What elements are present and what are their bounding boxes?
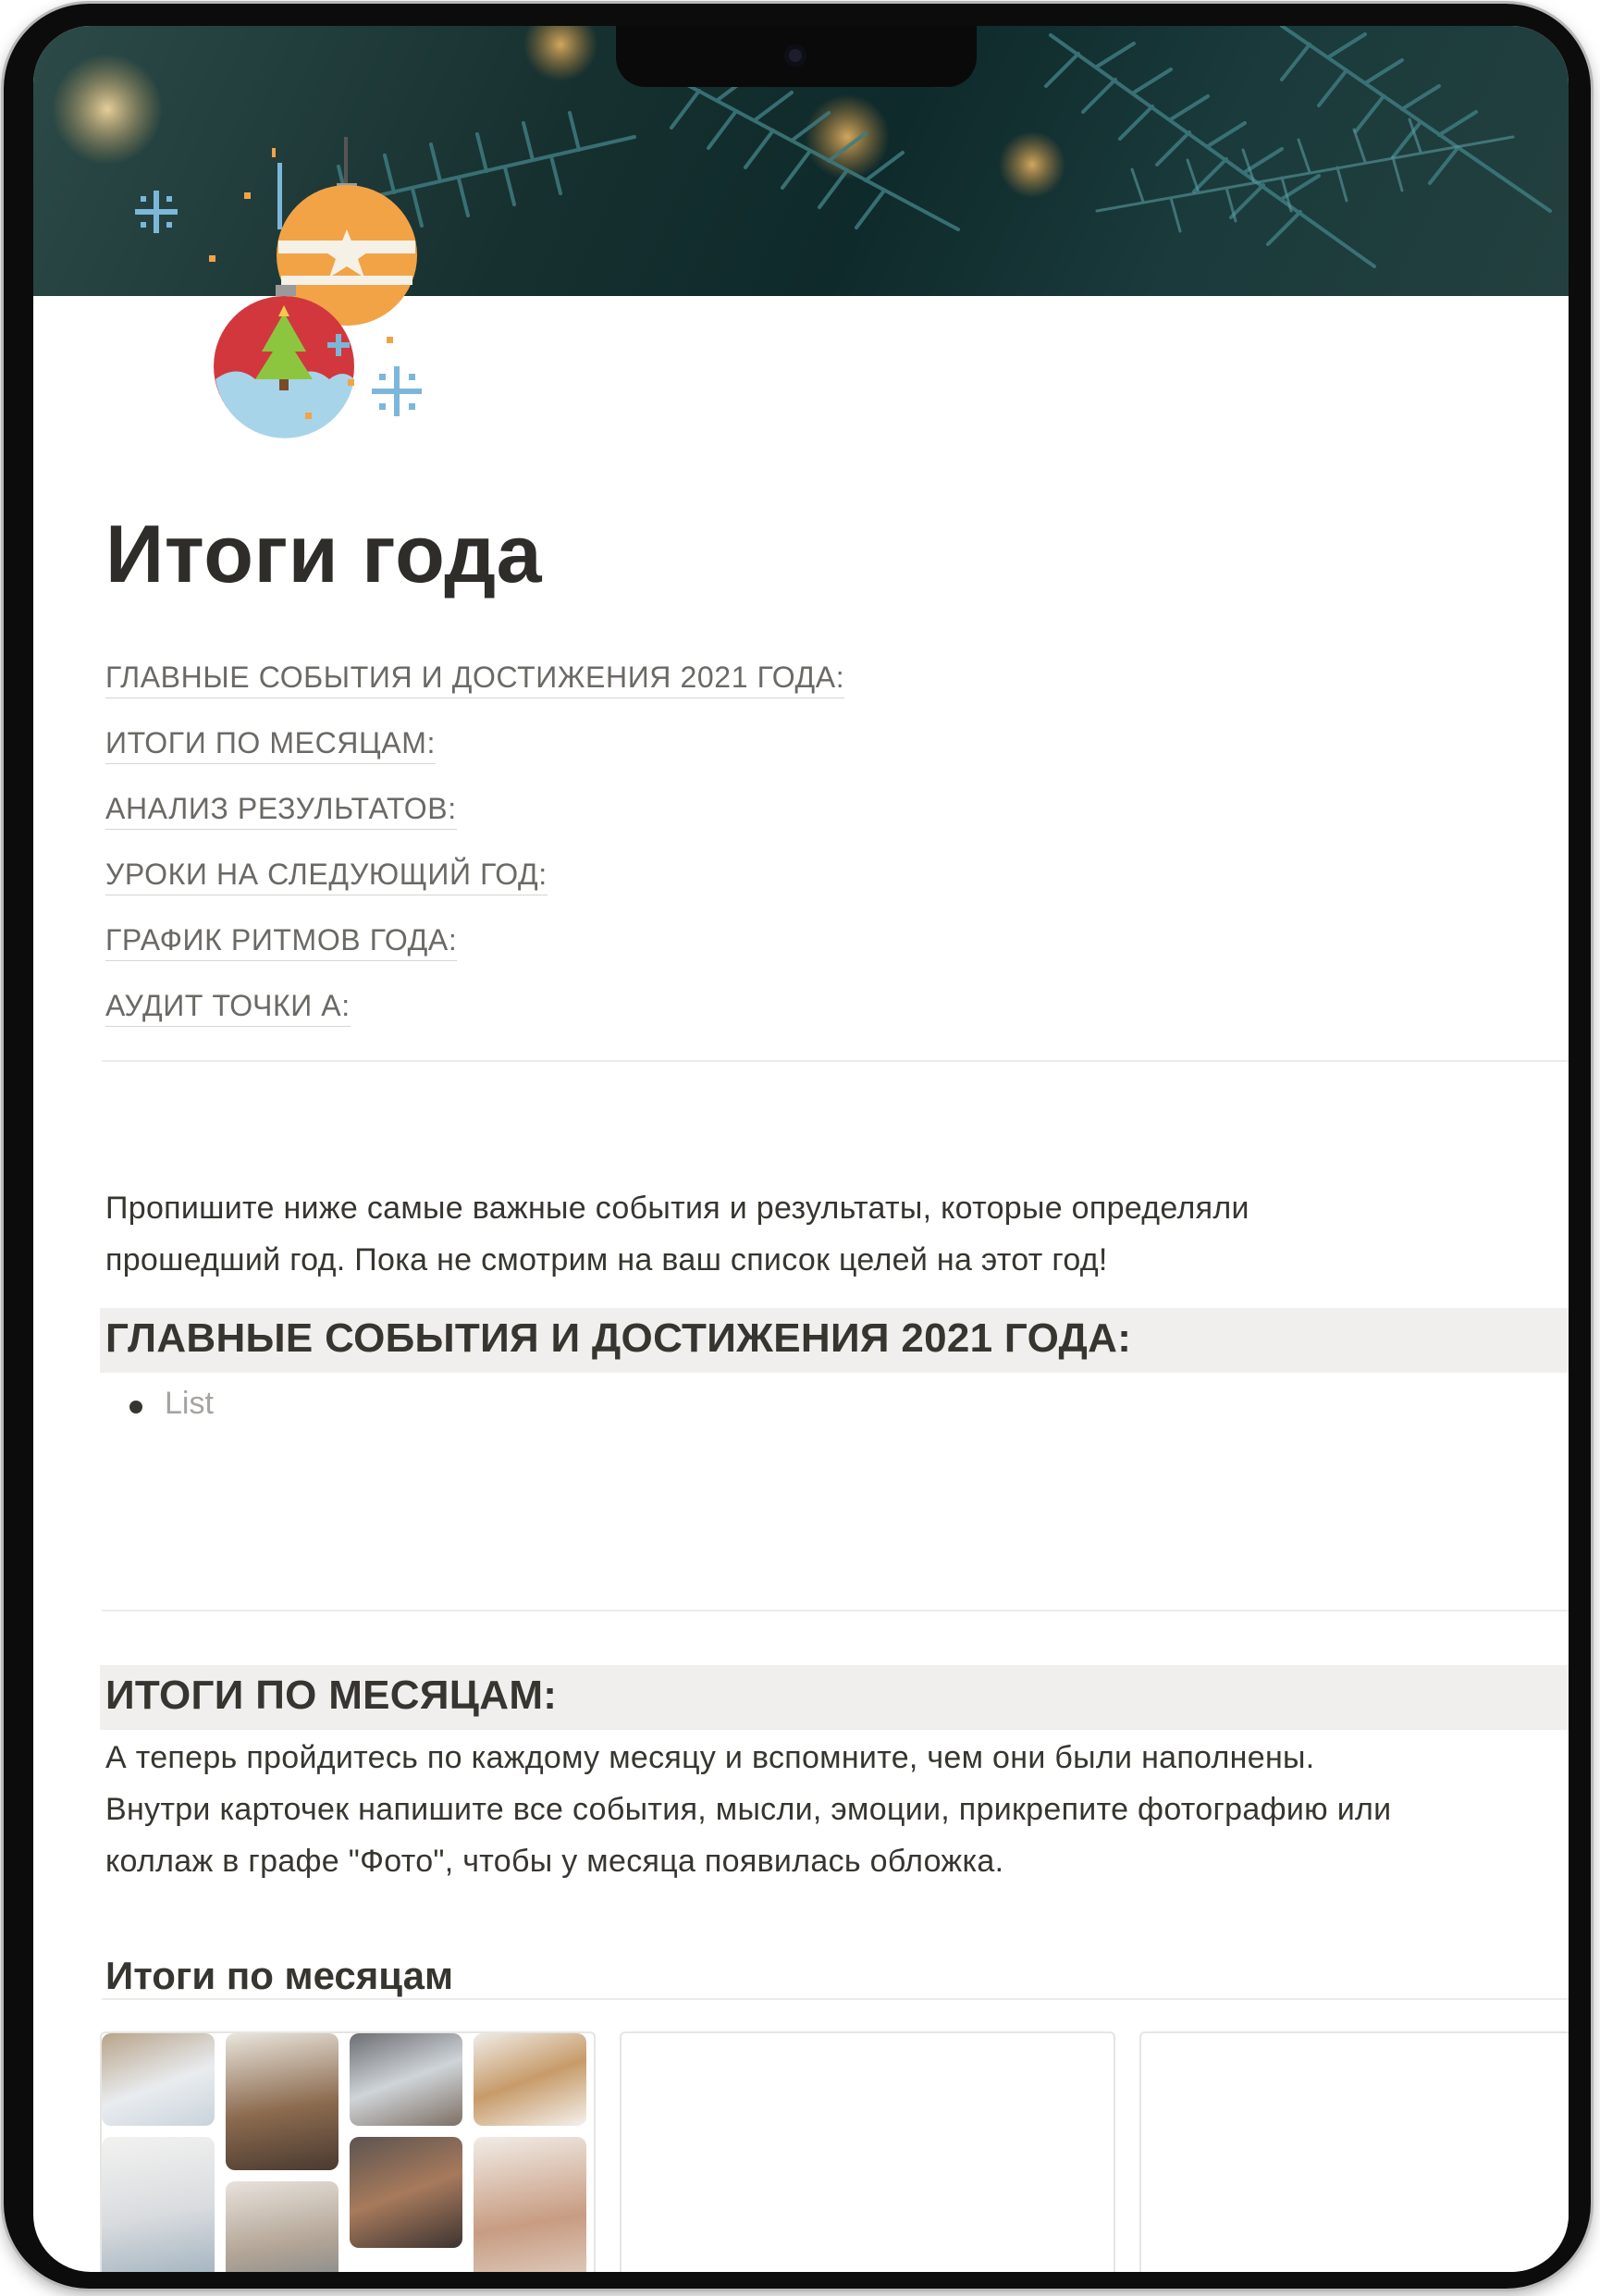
toc-item-lessons[interactable]: УРОКИ НА СЛЕДУЮЩИЙ ГОД: bbox=[105, 852, 844, 918]
photo-thumbnail bbox=[226, 2033, 338, 2170]
photo-thumbnail bbox=[474, 2137, 586, 2272]
divider bbox=[102, 1060, 1569, 1062]
photo-thumbnail bbox=[226, 2181, 338, 2272]
photo-thumbnail bbox=[474, 2033, 586, 2126]
table-of-contents bbox=[105, 655, 844, 1049]
gallery-card[interactable] bbox=[100, 2031, 596, 2272]
gallery-card[interactable] bbox=[1139, 2031, 1569, 2272]
toc-item-months[interactable]: ИТОГИ ПО МЕСЯЦАМ: bbox=[105, 721, 844, 786]
database-title[interactable]: Итоги по месяцам bbox=[105, 1954, 454, 1997]
toc-item-audit[interactable]: АУДИТ ТОЧКИ А: bbox=[105, 983, 844, 1049]
toc-item-analysis[interactable]: АНАЛИЗ РЕЗУЛЬТАТОВ: bbox=[105, 786, 844, 852]
christmas-ornaments-icon[interactable] bbox=[117, 137, 431, 442]
photo-thumbnail bbox=[102, 2137, 215, 2272]
photo-thumbnail bbox=[350, 2137, 462, 2248]
divider bbox=[102, 1610, 1569, 1611]
toc-item-rhythm-chart[interactable]: ГРАФИК РИТМОВ ГОДА: bbox=[105, 918, 844, 983]
page-title[interactable]: Итоги года bbox=[105, 508, 543, 599]
heading-months[interactable]: ИТОГИ ПО МЕСЯЦАМ: bbox=[100, 1665, 1569, 1730]
database-divider bbox=[102, 1998, 1569, 2000]
photo-thumbnail bbox=[350, 2033, 462, 2126]
device-notch bbox=[616, 26, 977, 87]
front-camera-icon bbox=[784, 44, 806, 67]
heading-events[interactable]: ГЛАВНЫЕ СОБЫТИЯ И ДОСТИЖЕНИЯ 2021 ГОДА: bbox=[100, 1308, 1569, 1373]
intro-text[interactable]: Пропишите ниже самые важные события и результаты, которые определяли прошедший год. Пока не смотрим на ваш список целей на этот год! bbox=[105, 1191, 1249, 1278]
photo-thumbnail bbox=[102, 2033, 215, 2126]
months-description[interactable]: А теперь пройдитесь по каждому месяцу и вспомните, чем они были наполнены. Внутри карточек напишите все события, мысли, эмоции, прикрепите фотографию или коллаж в графе "Фото", чтобы у месяца появилась обложка. bbox=[105, 1740, 1392, 1879]
screen bbox=[33, 26, 1569, 2272]
gallery-card[interactable] bbox=[620, 2031, 1115, 2272]
toc-item-events[interactable]: ГЛАВНЫЕ СОБЫТИЯ И ДОСТИЖЕНИЯ 2021 ГОДА: bbox=[105, 655, 844, 721]
bullet-icon bbox=[129, 1401, 142, 1413]
list-item[interactable]: List bbox=[165, 1386, 214, 1421]
